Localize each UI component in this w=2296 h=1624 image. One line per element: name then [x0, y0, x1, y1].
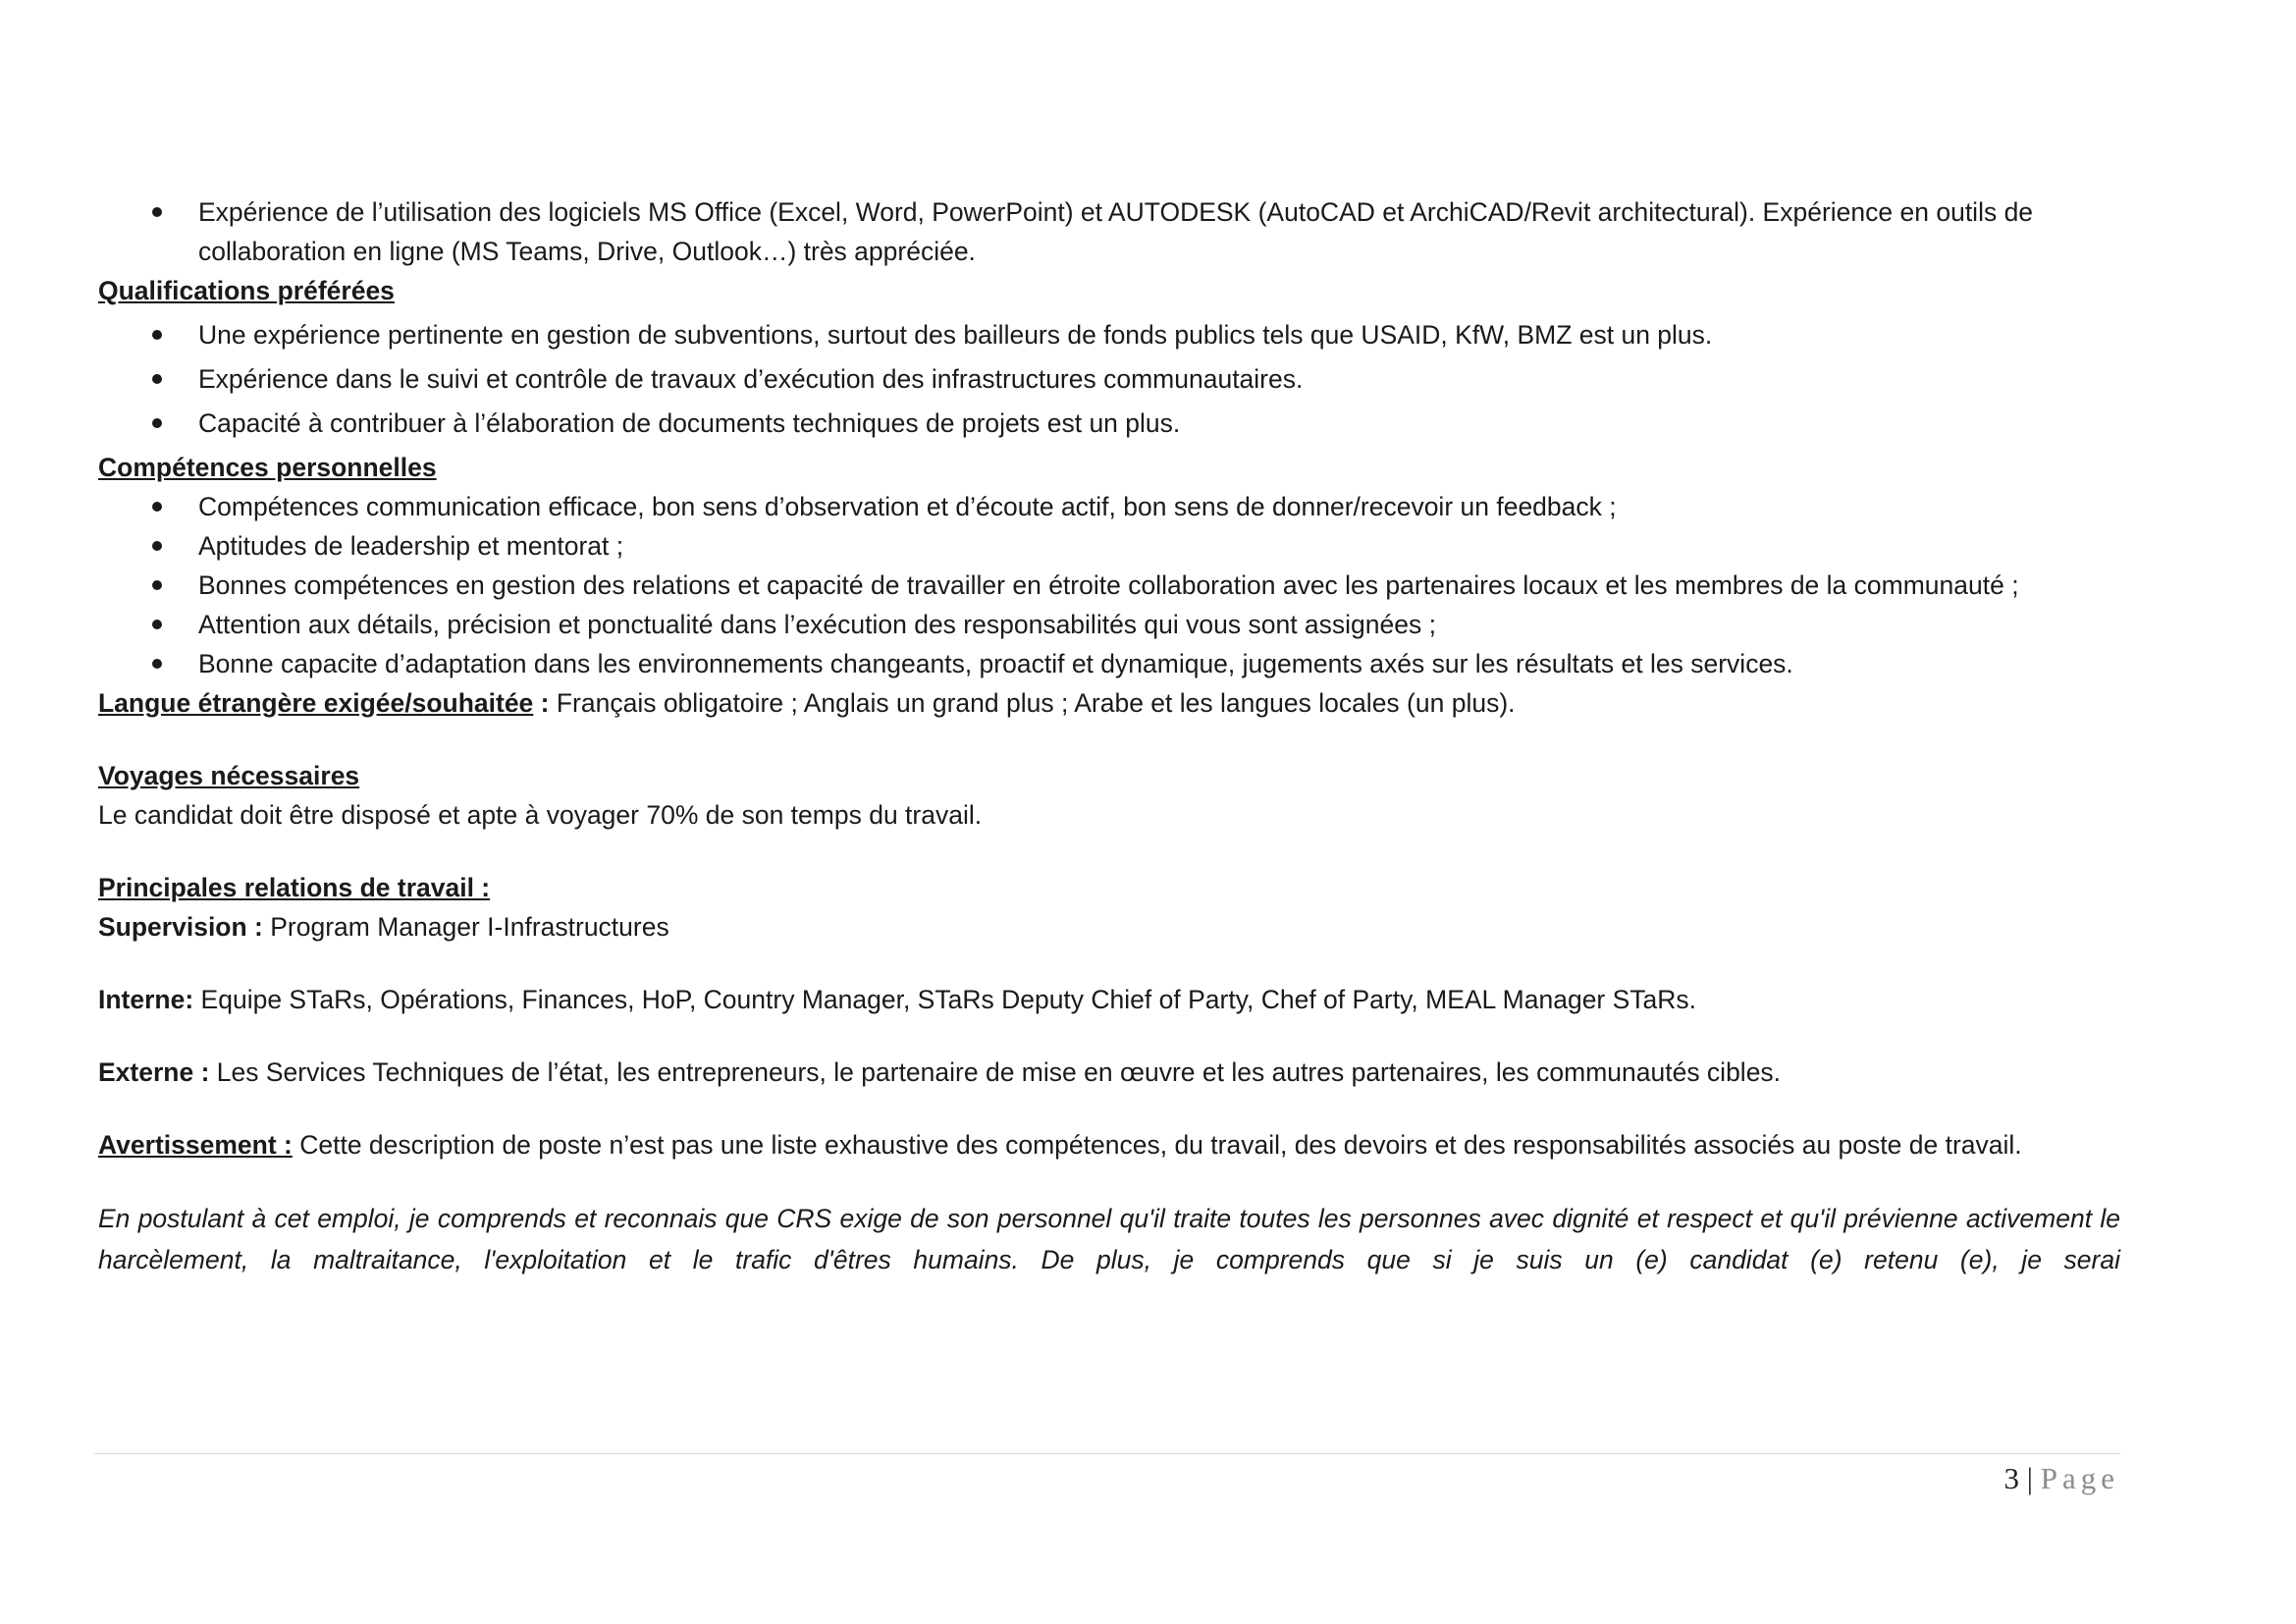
list-item: Compétences communication efficace, bon sens d’observation et d’écoute actif, bon sens de donner/recevoir un feedback ; — [98, 487, 2120, 526]
section-heading-qualifications: Qualifications préférées — [98, 276, 395, 305]
avertissement-label: Avertissement : — [98, 1130, 293, 1160]
langue-label: Langue étrangère exigée/souhaitée — [98, 688, 534, 718]
statement-paragraph: En postulant à cet emploi, je comprends et reconnais que CRS exige de son personnel qu'il traite toutes les personnes avec dignité et respect et qu'il prévienne activement le harcèlement, la maltraitance, l'exploitation et le trafic d'êtres humains. De plus, je comprends que si je suis un (e) candidat (e) retenu (e), je serai — [98, 1204, 2120, 1274]
interne-label: Interne: — [98, 985, 194, 1014]
avertissement-text: Cette description de poste n’est pas une liste exhaustive des compétences, du travail, des devoirs et des responsabilités associés au poste de travail. — [292, 1130, 2022, 1160]
list-item: Aptitudes de leadership et mentorat ; — [98, 526, 2120, 566]
footer-separator: | — [2019, 1461, 2041, 1495]
spacer — [98, 723, 2120, 756]
externe-paragraph — [98, 1053, 2120, 1092]
list-item: Capacité à contribuer à l’élaboration de documents techniques de projets est un plus. — [98, 404, 2120, 443]
list-item: Attention aux détails, précision et ponctualité dans l’exécution des responsabilités qui vous sont assignées ; — [98, 605, 2120, 644]
footer-divider — [94, 1453, 2120, 1454]
list-item: Une expérience pertinente en gestion de subventions, surtout des bailleurs de fonds publics tels que USAID, KfW, BMZ est un plus. — [98, 315, 2120, 354]
competences-list — [98, 487, 2120, 683]
supervision-label: Supervision : — [98, 912, 263, 942]
list-item: Expérience de l’utilisation des logiciels MS Office (Excel, Word, PowerPoint) et AUTODESK (AutoCAD et ArchiCAD/Revit architectural). Expérience en outils de collaboration en ligne (MS Teams, Drive, Outlook…) très appréciée. — [98, 192, 2120, 271]
spacer — [98, 1164, 2120, 1198]
externe-label: Externe : — [98, 1057, 210, 1087]
page-number: 3 — [2003, 1461, 2020, 1495]
section-heading-competences: Compétences personnelles — [98, 453, 437, 482]
spacer — [98, 1019, 2120, 1053]
langue-colon: : — [533, 688, 550, 718]
externe-text: Les Services Techniques de l’état, les entrepreneurs, le partenaire de mise en œuvre et les autres partenaires, les communautés cibles. — [209, 1057, 1782, 1087]
page-footer — [2004, 1461, 2119, 1496]
intro-list — [98, 192, 2120, 271]
qualifications-list — [98, 315, 2120, 443]
voyages-text: Le candidat doit être disposé et apte à voyager 70% de son temps du travail. — [98, 800, 983, 830]
avertissement-paragraph — [98, 1125, 2120, 1164]
langue-text: Français obligatoire ; Anglais un grand plus ; Arabe et les langues locales (un plus). — [549, 688, 1516, 718]
spacer — [98, 1092, 2120, 1125]
supervision-text: Program Manager I-Infrastructures — [262, 912, 669, 942]
langue-paragraph — [98, 683, 2120, 723]
supervision-paragraph — [98, 907, 2120, 947]
spacer — [98, 947, 2120, 980]
section-heading-relations: Principales relations de travail : — [98, 873, 491, 902]
page-word: Page — [2040, 1461, 2119, 1495]
interne-paragraph — [98, 980, 2120, 1019]
list-item: Bonnes compétences en gestion des relations et capacité de travailler en étroite collaboration avec les partenaires locaux et les membres de la communauté ; — [98, 566, 2120, 605]
spacer — [98, 835, 2120, 868]
interne-text: Equipe STaRs, Opérations, Finances, HoP, Country Manager, STaRs Deputy Chief of Party, Chef of Party, MEAL Manager STaRs. — [193, 985, 1697, 1014]
list-item: Expérience dans le suivi et contrôle de travaux d’exécution des infrastructures communautaires. — [98, 359, 2120, 399]
list-item: Bonne capacite d’adaptation dans les environnements changeants, proactif et dynamique, jugements axés sur les résultats et les services. — [98, 644, 2120, 683]
section-heading-voyages: Voyages nécessaires — [98, 761, 360, 790]
page-content — [98, 192, 2120, 1280]
